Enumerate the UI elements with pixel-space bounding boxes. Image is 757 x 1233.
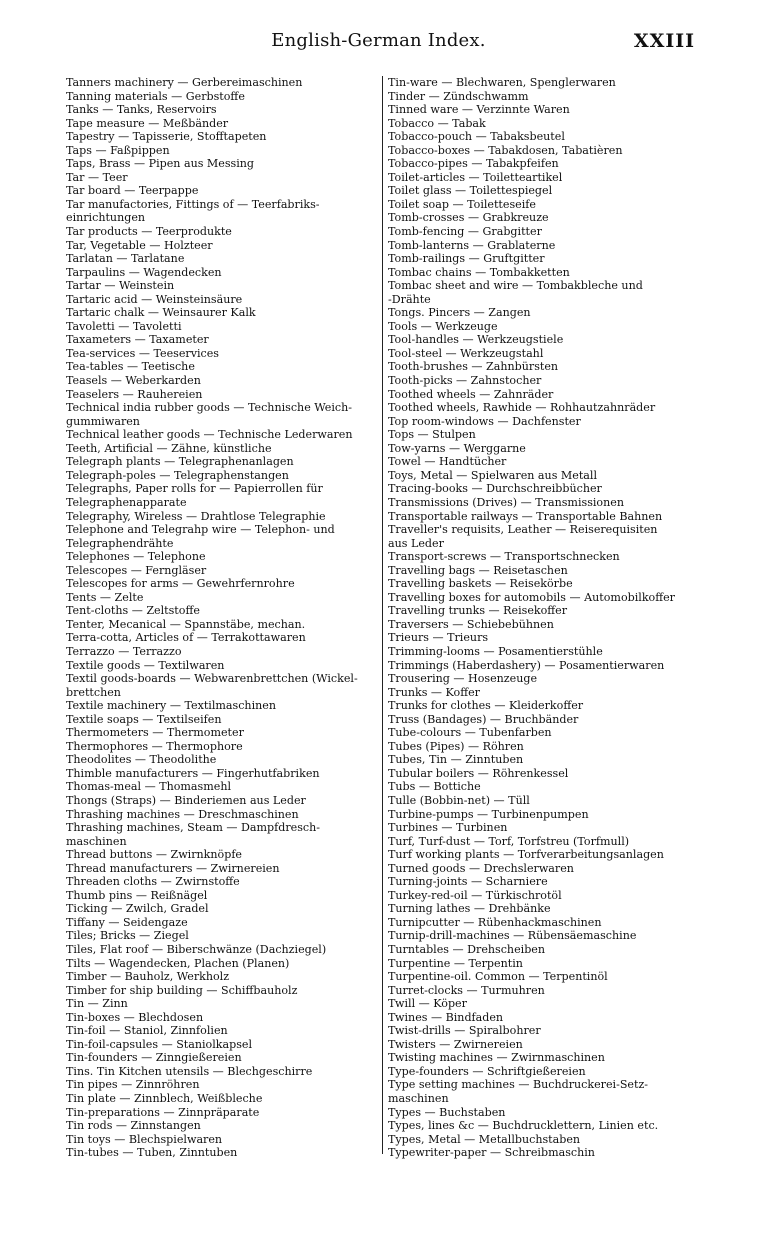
- index-entry: Telegraphenapparate: [66, 495, 187, 509]
- index-entry: Telegraph plants — Telegraphenanlagen: [66, 455, 294, 469]
- right-index-column: [388, 76, 706, 1160]
- index-entry: Tea-services — Teeservices: [66, 346, 219, 360]
- index-entry: Types — Buchstaben: [388, 1105, 506, 1119]
- index-entry: Thrashing machines — Dreschmaschinen: [66, 807, 299, 821]
- index-entry: Tar — Teer: [66, 170, 128, 184]
- index-columns: [66, 76, 702, 1160]
- index-entry: Tea-tables — Teetische: [66, 360, 195, 374]
- index-entry: Trimmings (Haberdashery) — Posamentierwaren: [388, 658, 665, 672]
- index-entry: Tin-preparations — Zinnpräparate: [66, 1105, 260, 1119]
- index-entry: Tin-tubes — Tuben, Zinntuben: [66, 1146, 238, 1160]
- index-entry: Tanners machinery — Gerbereimaschinen: [66, 76, 303, 89]
- index-entry: Tins. Tin Kitchen utensils — Blechgeschirre: [66, 1064, 313, 1078]
- index-entry: Technical india rubber goods — Technische Weich-: [66, 401, 352, 415]
- index-entry: Turning lathes — Drehbänke: [388, 902, 551, 916]
- index-entry: Turntables — Drehscheiben: [388, 943, 546, 956]
- index-entry: Teasels — Weberkarden: [66, 374, 201, 388]
- left-index-column: [66, 76, 384, 1160]
- index-entry: Toilet soap — Toiletteseife: [388, 197, 536, 211]
- index-entry: Type setting machines — Buchdruckerei-Setz-: [388, 1078, 649, 1092]
- index-entry: Truss (Bandages) — Bruchbänder: [388, 712, 579, 726]
- index-entry: Tool-handles — Werkzeugstiele: [388, 333, 564, 347]
- index-entry: aus Leder: [388, 536, 444, 550]
- index-entry: Theodolites — Theodolithe: [66, 753, 217, 767]
- index-entry: Taps — Faßpippen: [66, 143, 170, 157]
- index-entry: Types, lines &c — Buchdrucklettern, Linien etc.: [388, 1119, 659, 1133]
- index-entry: Tomb-lanterns — Grablaterne: [388, 238, 556, 252]
- index-entry: Turnip-drill-machines — Rübensäemaschine: [388, 929, 637, 943]
- index-entry: Taps, Brass — Pipen aus Messing: [66, 157, 255, 171]
- index-entry: Travelling trunks — Reisekoffer: [388, 604, 568, 618]
- index-entry: Toothed wheels, Rawhide — Rohhautzahnräder: [388, 401, 656, 415]
- index-entry: Twist-drills — Spiralbohrer: [388, 1024, 541, 1038]
- index-entry: Toilet-articles — Toiletteartikel: [388, 170, 563, 184]
- index-entry: Tin toys — Blechspielwaren: [66, 1132, 223, 1146]
- index-entry: Traversers — Schiebebühnen: [388, 617, 554, 631]
- index-entry: Tools — Werkzeuge: [388, 319, 498, 333]
- index-entry: Turf, Turf-dust — Torf, Torfstreu (Torfmull): [388, 834, 630, 848]
- index-entry: Telegraphs, Paper rolls for — Papierrollen für: [66, 482, 323, 496]
- index-entry: Toothed wheels — Zahnräder: [388, 387, 554, 401]
- index-entry: Types, Metal — Metallbuchstaben: [388, 1132, 581, 1146]
- index-entry: Tomb-railings — Gruftgitter: [388, 252, 545, 266]
- index-entry: Trunks for clothes — Kleiderkoffer: [388, 699, 584, 713]
- index-entry: Tooth-brushes — Zahnbürsten: [388, 360, 559, 374]
- index-entry: Tar board — Teerpappe: [66, 184, 199, 198]
- index-entry: Thermometers — Thermometer: [66, 726, 244, 740]
- index-entry: Tiles; Bricks — Ziegel: [66, 929, 189, 943]
- index-entry: Turning-joints — Scharniere: [388, 875, 548, 889]
- index-entry: Timber — Bauholz, Werkholz: [66, 970, 230, 984]
- index-entry: Tin rods — Zinnstangen: [66, 1119, 201, 1133]
- index-entry: Turkey-red-oil — Türkischrotöl: [388, 888, 562, 902]
- index-entry: Tinned ware — Verzinnte Waren: [388, 103, 570, 117]
- index-entry: Taxameters — Taxameter: [66, 333, 209, 347]
- index-entry: Towel — Handtücher: [388, 455, 507, 469]
- index-entry: Tubes (Pipes) — Röhren: [388, 739, 524, 753]
- index-entry: Tubular boilers — Röhrenkessel: [388, 766, 569, 780]
- index-entry: Thrashing machines, Steam — Dampfdresch-: [66, 821, 321, 835]
- index-entry: Twill — Köper: [388, 997, 467, 1011]
- index-entry: Trunks — Koffer: [388, 685, 480, 699]
- index-entry: Turf working plants — Torfverarbeitungsanlagen: [388, 848, 664, 862]
- index-entry: Telephones — Telephone: [66, 550, 206, 564]
- page-header: [0, 26, 757, 56]
- index-entry: Tinder — Zündschwamm: [388, 89, 529, 103]
- index-entry: Thermophores — Thermophore: [66, 739, 243, 753]
- index-entry: Twines — Bindfaden: [388, 1010, 504, 1024]
- index-entry: Twisting machines — Zwirnmaschinen: [388, 1051, 605, 1065]
- index-entry: Tombac chains — Tombakketten: [388, 265, 570, 279]
- index-entry: Tanks — Tanks, Reservoirs: [66, 103, 217, 117]
- index-entry: Tin plate — Zinnblech, Weißbleche: [66, 1092, 263, 1106]
- index-entry: maschinen: [388, 1092, 449, 1106]
- index-entry: -Drähte: [388, 292, 431, 306]
- index-entry: Thomas-meal — Thomasmehl: [66, 780, 232, 794]
- index-entry: Tube-colours — Tubenfarben: [388, 726, 552, 740]
- index-entry: Tomb-crosses — Grabkreuze: [388, 211, 549, 225]
- index-entry: Turpentine — Terpentin: [388, 956, 523, 970]
- index-entry: Tarpaulins — Wagendecken: [66, 265, 222, 279]
- index-entry: Telescopes for arms — Gewehrfernrohre: [66, 577, 295, 591]
- index-entry: brettchen: [66, 685, 121, 699]
- index-entry: Tracing-books — Durchschreibbücher: [388, 482, 602, 496]
- index-entry: Thimble manufacturers — Fingerhutfabriken: [66, 766, 320, 780]
- index-entry: Travelling baskets — Reisekörbe: [388, 577, 573, 591]
- index-entry: Turbines — Turbinen: [388, 821, 508, 835]
- index-entry: Ticking — Zwilch, Gradel: [66, 902, 209, 916]
- index-entry: Tavoletti — Tavoletti: [66, 319, 182, 333]
- index-entry: Transmissions (Drives) — Transmissionen: [388, 495, 624, 509]
- index-entry: Thongs (Straps) — Binderiemen aus Leder: [66, 793, 306, 807]
- page-title: English-German Index.: [271, 30, 486, 51]
- index-entry: Tent-cloths — Zeltstoffe: [66, 604, 200, 618]
- page-number: XXIII: [633, 30, 695, 52]
- index-entry: Tenter, Mecanical — Spannstäbe, mechan.: [66, 617, 306, 631]
- index-entry: Textile soaps — Textilseifen: [66, 712, 222, 726]
- index-entry: Tombac sheet and wire — Tombakbleche und: [388, 279, 643, 293]
- index-entry: Tobacco — Tabak: [388, 116, 486, 130]
- index-entry: Telephone and Telegrahp wire — Telephon- und: [66, 523, 335, 537]
- index-entry: Threaden cloths — Zwirnstoffe: [66, 875, 240, 889]
- index-entry: Tar products — Teerprodukte: [66, 225, 232, 239]
- index-entry: Twisters — Zwirnereien: [388, 1037, 523, 1051]
- index-entry: Terra-cotta, Articles of — Terrakottawaren: [66, 631, 306, 645]
- index-entry: Tubes, Tin — Zinntuben: [388, 753, 524, 767]
- index-entry: Textile goods — Textilwaren: [66, 658, 225, 672]
- index-entry: gummiwaren: [66, 414, 140, 428]
- index-entry: Tow-yarns — Werggarne: [388, 441, 526, 455]
- index-entry: Turret-clocks — Turmuhren: [388, 983, 545, 997]
- index-entry: Tar manufactories, Fittings of — Teerfabriks-: [66, 197, 320, 211]
- index-entry: Tin pipes — Zinnröhren: [66, 1078, 200, 1092]
- index-entry: Tool-steel — Werkzeugstahl: [388, 346, 544, 360]
- index-entry: maschinen: [66, 834, 127, 848]
- index-entry: Tartaric acid — Weinsteinsäure: [66, 292, 243, 306]
- index-entry: Turpentine-oil. Common — Terpentinöl: [388, 970, 608, 984]
- index-entry: Tartaric chalk — Weinsaurer Kalk: [66, 306, 256, 320]
- index-entry: Turned goods — Drechslerwaren: [388, 861, 574, 875]
- index-entry: Thread manufacturers — Zwirnereien: [66, 861, 280, 875]
- index-entry: Teeth, Artificial — Zähne, künstliche: [66, 441, 272, 455]
- index-entry: Technical leather goods — Technische Lederwaren: [66, 428, 353, 442]
- index-entry: Tongs. Pincers — Zangen: [388, 306, 531, 320]
- index-entry: Thread buttons — Zwirnknöpfe: [66, 848, 242, 862]
- index-entry: Tin-ware — Blechwaren, Spenglerwaren: [388, 76, 616, 89]
- index-entry: Telegraph-poles — Telegraphenstangen: [66, 468, 289, 482]
- index-entry: Travelling boxes for automobils — Automobilkoffer: [388, 590, 675, 604]
- index-entry: Trimming-looms — Posamentierstühle: [388, 644, 603, 658]
- index-entry: Typewriter-paper — Schreibmaschin: [388, 1146, 595, 1160]
- index-entry: Turbine-pumps — Turbinenpumpen: [388, 807, 589, 821]
- index-entry: Textile machinery — Textilmaschinen: [66, 699, 276, 713]
- index-entry: Thumb pins — Reißnägel: [66, 888, 208, 902]
- index-entry: Trieurs — Trieurs: [388, 631, 489, 645]
- index-entry: Terrazzo — Terrazzo: [66, 644, 182, 658]
- index-entry: Turnipcutter — Rübenhackmaschinen: [388, 915, 602, 929]
- index-entry: Tin-foil — Staniol, Zinnfolien: [66, 1024, 228, 1038]
- column-divider: [382, 76, 383, 1154]
- index-entry: Tarlatan — Tarlatane: [66, 252, 185, 266]
- index-entry: Timber for ship building — Schiffbauholz: [66, 983, 298, 997]
- index-entry: Tin — Zinn: [66, 997, 128, 1011]
- index-entry: Tobacco-boxes — Tabakdosen, Tabatièren: [388, 143, 623, 157]
- index-entry: Tin-boxes — Blechdosen: [66, 1010, 204, 1024]
- index-entry: Telegraphy, Wireless — Drahtlose Telegraphie: [66, 509, 326, 523]
- index-entry: Tapestry — Tapisserie, Stofftapeten: [66, 130, 267, 144]
- index-entry: Traveller's requisits, Leather — Reiserequisiten: [388, 523, 658, 537]
- index-entry: Telescopes — Ferngläser: [66, 563, 207, 577]
- index-entry: Tiles, Flat roof — Biberschwänze (Dachziegel): [66, 943, 327, 956]
- index-entry: Transportable railways — Transportable Bahnen: [388, 509, 663, 523]
- index-entry: Tooth-picks — Zahnstocher: [388, 374, 542, 388]
- index-entry: Tobacco-pouch — Tabaksbeutel: [388, 130, 565, 144]
- index-entry: Tar, Vegetable — Holzteer: [66, 238, 213, 252]
- index-entry: Travelling bags — Reisetaschen: [388, 563, 568, 577]
- index-entry: Trousering — Hosenzeuge: [388, 672, 538, 686]
- index-entry: Tops — Stulpen: [388, 428, 476, 442]
- index-entry: Tomb-fencing — Grabgitter: [388, 225, 542, 239]
- index-entry: Tubs — Bottiche: [388, 780, 481, 794]
- index-entry: Toilet glass — Toilettespiegel: [388, 184, 553, 198]
- index-entry: Tanning materials — Gerbstoffe: [66, 89, 245, 103]
- index-entry: Tartar — Weinstein: [66, 279, 175, 293]
- index-entry: Tiffany — Seidengaze: [66, 915, 188, 929]
- index-entry: Tents — Zelte: [66, 590, 144, 604]
- index-entry: Tape measure — Meßbänder: [66, 116, 229, 130]
- index-entry: Type-founders — Schriftgießereien: [388, 1064, 586, 1078]
- index-entry: Textil goods-boards — Webwarenbrettchen (Wickel-: [66, 672, 358, 686]
- index-entry: einrichtungen: [66, 211, 146, 225]
- index-entry: Telegraphendrähte: [66, 536, 174, 550]
- index-entry: Teaselers — Rauhereien: [66, 387, 203, 401]
- index-entry: Tulle (Bobbin-net) — Tüll: [388, 793, 530, 807]
- index-entry: Tin-foil-capsules — Staniolkapsel: [66, 1037, 253, 1051]
- index-entry: Top room-windows — Dachfenster: [388, 414, 581, 428]
- index-entry: Tobacco-pipes — Tabakpfeifen: [388, 157, 559, 171]
- index-entry: Toys, Metal — Spielwaren aus Metall: [388, 468, 598, 482]
- index-entry: Tin-founders — Zinngießereien: [66, 1051, 242, 1065]
- index-entry: Tilts — Wagendecken, Plachen (Planen): [66, 956, 290, 970]
- index-entry: Transport-screws — Transportschnecken: [388, 550, 620, 564]
